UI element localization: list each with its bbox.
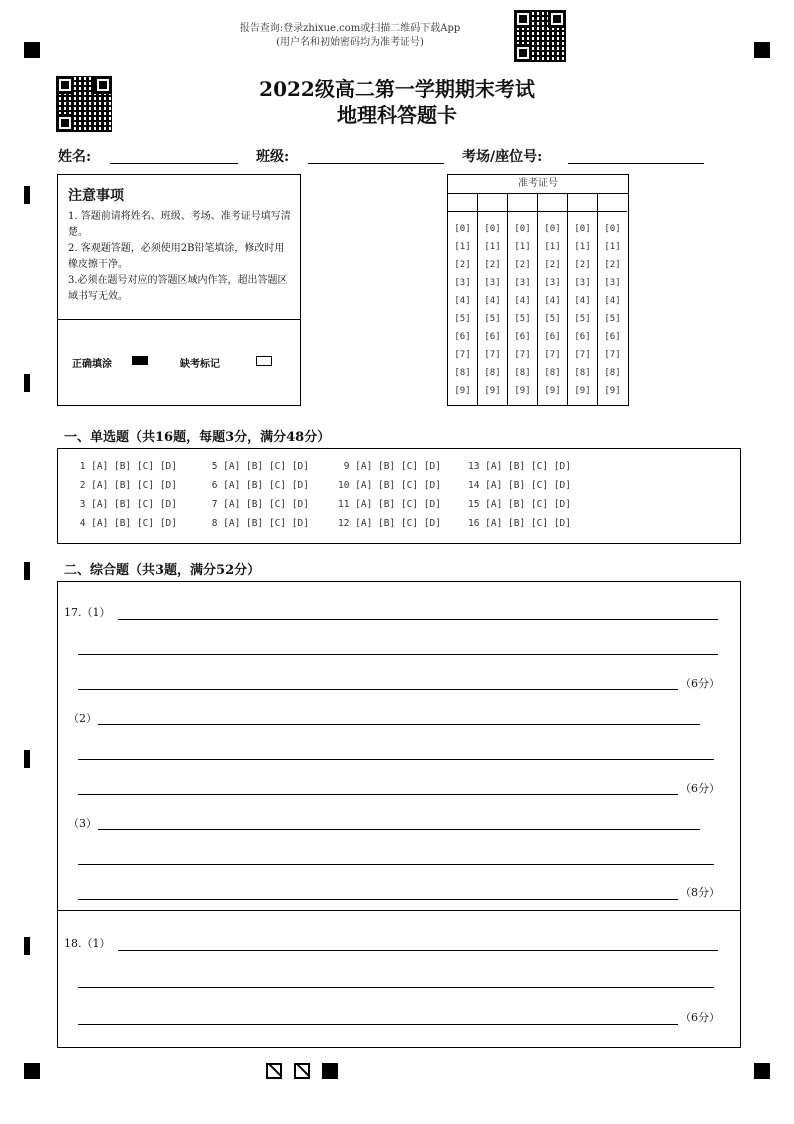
exam-id-digit-bubble[interactable]: [0] <box>454 224 471 234</box>
notice-item: 3.必须在题号对应的答题区域内作答，超出答题区域书写无效。 <box>68 275 288 302</box>
answer-line[interactable] <box>78 1024 678 1025</box>
exam-id-digit-bubble[interactable]: [1] <box>484 242 501 252</box>
page-code-box <box>322 1063 338 1079</box>
answer-line[interactable] <box>98 724 700 725</box>
exam-id-digit-bubble[interactable]: [6] <box>574 332 591 342</box>
answer-line[interactable] <box>78 794 678 795</box>
exam-id-digit-bubble[interactable]: [6] <box>514 332 531 342</box>
exam-id-column <box>478 193 508 405</box>
notice-heading: 注意事项 <box>68 188 124 204</box>
exam-id-digit-bubble[interactable]: [2] <box>514 260 531 270</box>
exam-id-digit-bubble[interactable]: [7] <box>574 350 591 360</box>
exam-id-digit-bubble[interactable]: [2] <box>574 260 591 270</box>
answer-area-q17[interactable] <box>57 581 741 911</box>
exam-id-digit-bubble[interactable]: [0] <box>514 224 531 234</box>
notice-item: 2. 客观题答题，必须使用2B铅笔填涂，修改时用橡皮擦干净。 <box>68 243 285 270</box>
exam-id-digit-bubble[interactable]: [6] <box>454 332 471 342</box>
registration-mark-top-left <box>24 42 40 58</box>
name-field[interactable] <box>110 163 238 164</box>
answer-area-q18[interactable] <box>57 910 741 1048</box>
exam-id-digit-bubble[interactable]: [3] <box>604 278 621 288</box>
name-label: 姓名: <box>58 149 92 165</box>
exam-id-digit-bubble[interactable]: [7] <box>514 350 531 360</box>
timing-mark <box>24 750 30 768</box>
exam-id-digit-bubble[interactable]: [9] <box>544 386 561 396</box>
q18-part1-label: 18.（1） <box>64 937 111 950</box>
exam-id-digit-bubble[interactable]: [3] <box>454 278 471 288</box>
choice-question[interactable]: 15 [A] [B] [C] [D] <box>468 499 571 510</box>
exam-id-digit-bubble[interactable]: [1] <box>514 242 531 252</box>
exam-id-digit-bubble[interactable]: [5] <box>574 314 591 324</box>
exam-id-digit-bubble[interactable]: [2] <box>544 260 561 270</box>
timing-mark <box>24 562 30 580</box>
student-qr-code <box>56 76 112 132</box>
absent-mark-label: 缺考标记 <box>180 359 220 370</box>
timing-mark <box>24 186 30 204</box>
exam-id-digit-bubble[interactable]: [9] <box>604 386 621 396</box>
answer-line[interactable] <box>78 987 714 988</box>
room-seat-field[interactable] <box>568 163 704 164</box>
choice-question[interactable]: 1 [A] [B] [C] [D] <box>74 461 177 472</box>
exam-id-column <box>508 193 538 405</box>
exam-id-digit-bubble[interactable]: [4] <box>604 296 621 306</box>
notice-item: 1. 答题前请将姓名、班级、考场、准考证号填写清楚。 <box>68 211 291 238</box>
choice-question[interactable]: 11 [A] [B] [C] [D] <box>338 499 441 510</box>
choice-question[interactable]: 9 [A] [B] [C] [D] <box>338 461 441 472</box>
answer-line[interactable] <box>78 654 718 655</box>
choice-question[interactable]: 8 [A] [B] [C] [D] <box>206 518 309 529</box>
exam-id-digit-bubble[interactable]: [5] <box>484 314 501 324</box>
exam-id-digit-bubble[interactable]: [3] <box>574 278 591 288</box>
exam-id-digit-bubble[interactable]: [5] <box>454 314 471 324</box>
choice-question[interactable]: 6 [A] [B] [C] [D] <box>206 480 309 491</box>
exam-id-digit-bubble[interactable]: [3] <box>484 278 501 288</box>
exam-id-write-cell[interactable] <box>508 193 537 212</box>
exam-id-digit-bubble[interactable]: [8] <box>544 368 561 378</box>
q17-part3-label: （3） <box>68 817 97 830</box>
exam-id-write-cell[interactable] <box>538 193 567 212</box>
correct-fill-sample <box>132 356 148 365</box>
registration-mark-top-right <box>754 42 770 58</box>
exam-id-digit-bubble[interactable]: [5] <box>544 314 561 324</box>
exam-id-digit-bubble[interactable]: [0] <box>484 224 501 234</box>
exam-id-write-cell[interactable] <box>568 193 597 212</box>
exam-id-column <box>568 193 598 405</box>
exam-id-digit-bubble[interactable]: [2] <box>454 260 471 270</box>
student-info-row <box>58 146 738 166</box>
report-query-line1: 报告查询:登录zhixue.com或扫描二维码下载App <box>239 23 461 34</box>
exam-id-digit-bubble[interactable]: [4] <box>514 296 531 306</box>
exam-id-write-cell[interactable] <box>478 193 507 212</box>
class-field[interactable] <box>308 163 444 164</box>
choice-question[interactable]: 3 [A] [B] [C] [D] <box>74 499 177 510</box>
choice-question[interactable]: 12 [A] [B] [C] [D] <box>338 518 441 529</box>
q17-part2-label: （2） <box>68 712 97 725</box>
absent-mark-box[interactable] <box>256 356 272 366</box>
registration-mark-bottom-right <box>754 1063 770 1079</box>
exam-id-digit-bubble[interactable]: [1] <box>604 242 621 252</box>
exam-id-column <box>598 193 627 405</box>
exam-id-write-cell[interactable] <box>598 193 627 212</box>
exam-title-line2: 地理科答题卡 <box>337 103 457 127</box>
exam-id-digit-bubble[interactable]: [8] <box>454 368 471 378</box>
exam-id-digit-bubble[interactable]: [0] <box>574 224 591 234</box>
exam-id-digit-bubble[interactable]: [0] <box>604 224 621 234</box>
choice-question[interactable]: 10 [A] [B] [C] [D] <box>338 480 441 491</box>
exam-id-digit-bubble[interactable]: [5] <box>514 314 531 324</box>
exam-id-digit-bubble[interactable]: [7] <box>604 350 621 360</box>
q17-part3-score: （8分） <box>680 886 720 899</box>
q17-part1-label: 17.（1） <box>64 606 111 619</box>
report-query-line2: (用户名和初始密码均为准考证号) <box>276 37 424 48</box>
room-seat-label: 考场/座位号: <box>462 149 543 165</box>
choice-question[interactable]: 16 [A] [B] [C] [D] <box>468 518 571 529</box>
single-choice-grid <box>57 448 741 544</box>
exam-id-digit-bubble[interactable]: [1] <box>574 242 591 252</box>
answer-line[interactable] <box>78 689 678 690</box>
exam-id-digit-bubble[interactable]: [7] <box>454 350 471 360</box>
exam-id-digit-bubble[interactable]: [2] <box>604 260 621 270</box>
exam-id-digit-bubble[interactable]: [0] <box>544 224 561 234</box>
page-code-box <box>266 1063 282 1079</box>
timing-mark <box>24 374 30 392</box>
answer-line[interactable] <box>118 619 718 620</box>
exam-id-digit-bubble[interactable]: [6] <box>544 332 561 342</box>
answer-line[interactable] <box>78 899 678 900</box>
exam-id-digit-bubble[interactable]: [7] <box>544 350 561 360</box>
choice-question[interactable]: 4 [A] [B] [C] [D] <box>74 518 177 529</box>
exam-id-column <box>448 193 478 405</box>
choice-question[interactable]: 5 [A] [B] [C] [D] <box>206 461 309 472</box>
section2-title: 二、综合题（共3题，满分52分） <box>64 563 261 578</box>
choice-question[interactable]: 7 [A] [B] [C] [D] <box>206 499 309 510</box>
q17-part2-score: （6分） <box>680 782 720 795</box>
exam-id-digit-bubble[interactable]: [9] <box>454 386 471 396</box>
exam-id-digit-bubble[interactable]: [8] <box>484 368 501 378</box>
exam-id-digit-bubble[interactable]: [5] <box>604 314 621 324</box>
answer-line[interactable] <box>118 950 718 951</box>
exam-id-column <box>538 193 568 405</box>
exam-id-digit-bubble[interactable]: [4] <box>544 296 561 306</box>
exam-id-digit-bubble[interactable]: [8] <box>514 368 531 378</box>
section1-title: 一、单选题（共16题，每题3分，满分48分） <box>64 430 331 445</box>
exam-id-digit-bubble[interactable]: [9] <box>514 386 531 396</box>
exam-id-digit-bubble[interactable]: [4] <box>574 296 591 306</box>
q18-part1-score: （6分） <box>680 1011 720 1024</box>
exam-id-digit-bubble[interactable]: [4] <box>484 296 501 306</box>
exam-title <box>180 76 614 128</box>
answer-line[interactable] <box>78 864 714 865</box>
notice-box <box>57 174 301 406</box>
registration-mark-bottom-left <box>24 1063 40 1079</box>
app-download-qr-code <box>514 10 566 62</box>
exam-id-digit-bubble[interactable]: [3] <box>544 278 561 288</box>
exam-id-digit-bubble[interactable]: [1] <box>544 242 561 252</box>
exam-id-digit-bubble[interactable]: [6] <box>604 332 621 342</box>
exam-id-digit-bubble[interactable]: [3] <box>514 278 531 288</box>
notice-divider <box>58 319 300 320</box>
exam-id-digit-bubble[interactable]: [6] <box>484 332 501 342</box>
correct-fill-label: 正确填涂 <box>72 359 112 370</box>
exam-id-header: 准考证号 <box>448 175 628 194</box>
exam-id-digit-bubble[interactable]: [7] <box>484 350 501 360</box>
exam-id-grid <box>447 174 629 406</box>
exam-id-digit-bubble[interactable]: [9] <box>484 386 501 396</box>
exam-id-digit-bubble[interactable]: [8] <box>574 368 591 378</box>
notice-items <box>68 209 293 305</box>
class-label: 班级: <box>256 149 290 165</box>
answer-line[interactable] <box>78 759 714 760</box>
exam-id-write-cell[interactable] <box>448 193 477 212</box>
report-query-note <box>200 22 500 50</box>
page-code-box <box>294 1063 310 1079</box>
exam-id-digit-bubble[interactable]: [4] <box>454 296 471 306</box>
exam-id-digit-bubble[interactable]: [1] <box>454 242 471 252</box>
exam-title-line1: 2022级高二第一学期期末考试 <box>259 77 535 101</box>
answer-line[interactable] <box>98 829 700 830</box>
timing-mark <box>24 937 30 955</box>
exam-id-digit-bubble[interactable]: [8] <box>604 368 621 378</box>
choice-question[interactable]: 2 [A] [B] [C] [D] <box>74 480 177 491</box>
exam-id-digit-bubble[interactable]: [2] <box>484 260 501 270</box>
q17-part1-score: （6分） <box>680 677 720 690</box>
exam-id-digit-bubble[interactable]: [9] <box>574 386 591 396</box>
choice-question[interactable]: 13 [A] [B] [C] [D] <box>468 461 571 472</box>
choice-question[interactable]: 14 [A] [B] [C] [D] <box>468 480 571 491</box>
